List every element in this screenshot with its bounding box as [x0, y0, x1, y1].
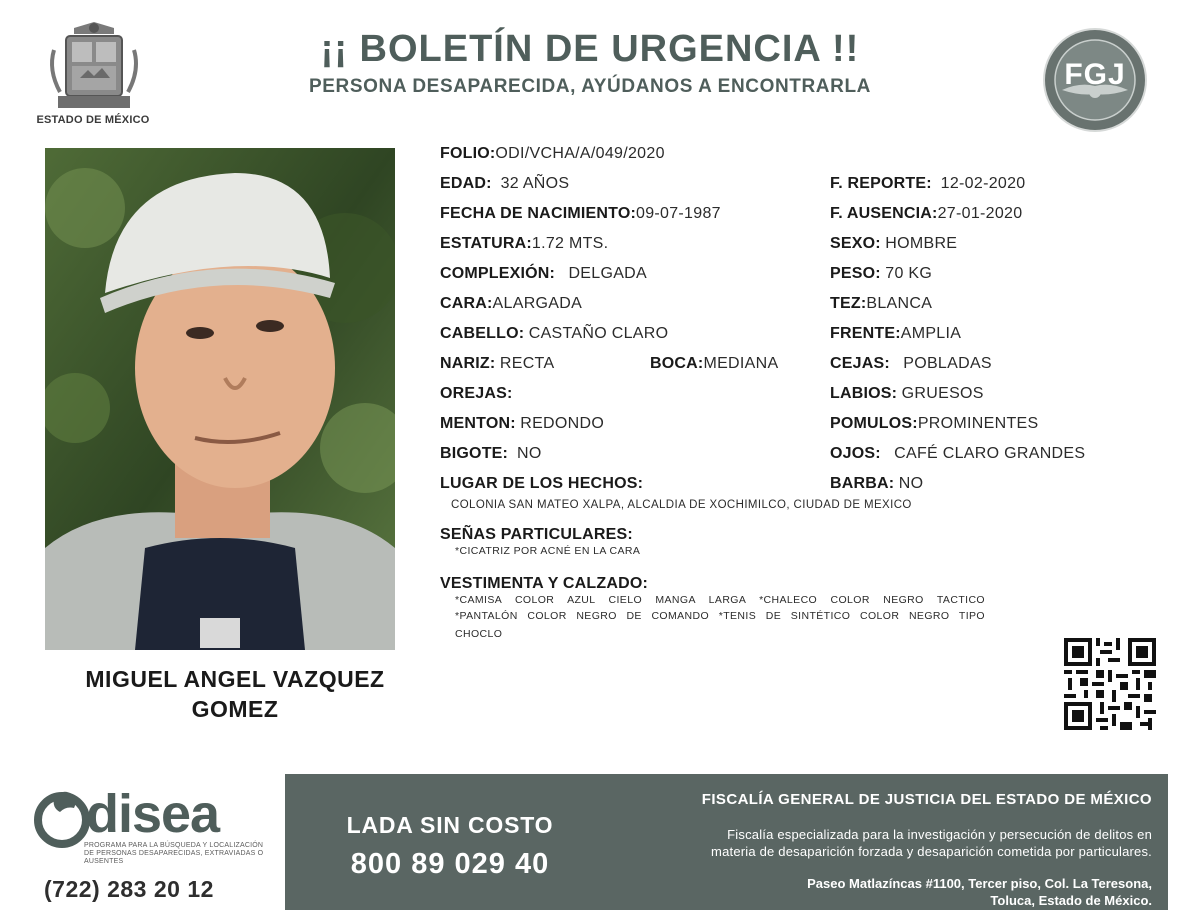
- field-nariz: NARIZ: RECTA: [440, 355, 555, 372]
- fiscalia-address-line2: Toluca, Estado de México.: [990, 893, 1152, 908]
- odisea-logo-text: disea: [86, 784, 220, 844]
- field-f-ausencia: F. AUSENCIA:27-01-2020: [830, 205, 1023, 222]
- field-vestimenta-line1: *CAMISA COLOR AZUL CIELO MANGA LARGA *CHALECO COLOR NEGRO TACTICO: [455, 594, 985, 606]
- field-menton: MENTON: REDONDO: [440, 415, 605, 432]
- field-ojos: OJOS: CAFÉ CLARO GRANDES: [830, 445, 1086, 462]
- missing-person-photo: [45, 148, 395, 650]
- field-frente: FRENTE:AMPLIA: [830, 325, 962, 342]
- field-vestimenta-line3: CHOCLO: [455, 628, 503, 640]
- lada-label: LADA SIN COSTO: [346, 812, 554, 838]
- lada-phone-number[interactable]: 800 89 029 40: [350, 848, 550, 880]
- fiscalia-description-line1: Fiscalía especializada para la investigación y persecución de delitos en: [727, 827, 1152, 842]
- field-boca: BOCA:MEDIANA: [650, 355, 779, 372]
- state-label: ESTADO DE MÉXICO: [36, 114, 150, 126]
- odisea-phone[interactable]: (722) 283 20 12: [44, 876, 214, 902]
- field-vestimenta-label: VESTIMENTA Y CALZADO:: [440, 575, 649, 592]
- field-fecha-nacimiento: FECHA DE NACIMIENTO:09-07-1987: [440, 205, 721, 222]
- bulletin-subtitle: PERSONA DESAPARECIDA, AYÚDANOS A ENCONTRARLA: [309, 76, 871, 97]
- field-tez: TEZ:BLANCA: [830, 295, 933, 312]
- field-senas-label: SEÑAS PARTICULARES:: [440, 526, 633, 543]
- field-lugar-value: COLONIA SAN MATEO XALPA, ALCALDIA DE XOCHIMILCO, CIUDAD DE MEXICO: [451, 499, 912, 511]
- fiscalia-address: [600, 875, 1152, 909]
- odisea-program-text: PROGRAMA PARA LA BÚSQUEDA Y LOCALIZACIÓN DE PERSONAS DESAPARECIDAS, EXTRAVIADAS O AUSENTES: [84, 842, 264, 865]
- fiscalia-title: FISCALÍA GENERAL DE JUSTICIA DEL ESTADO DE MÉXICO: [701, 791, 1152, 808]
- fiscalia-description-line2: materia de desaparición forzada y desaparición cometida por particulares.: [711, 844, 1152, 859]
- field-labios: LABIOS: GRUESOS: [830, 385, 984, 402]
- fgj-logo-text: FGJ: [1064, 58, 1126, 91]
- fiscalia-address-line1: Paseo Matlazíncas #1100, Tercer piso, Col. La Teresona,: [807, 876, 1152, 891]
- field-cara: CARA:ALARGADA: [440, 295, 583, 312]
- person-name-line2: GOMEZ: [191, 696, 279, 722]
- field-estatura: ESTATURA:1.72 MTS.: [440, 235, 609, 252]
- field-sexo: SEXO: HOMBRE: [830, 235, 958, 252]
- field-bigote: BIGOTE: NO: [440, 445, 542, 462]
- field-edad: EDAD: 32 AÑOS: [440, 175, 570, 192]
- field-complexion: COMPLEXIÓN: DELGADA: [440, 265, 648, 282]
- person-name: [40, 664, 430, 724]
- state-coat-of-arms-icon: [44, 20, 144, 115]
- field-f-reporte: F. REPORTE: 12-02-2020: [830, 175, 1026, 192]
- field-cabello: CABELLO: CASTAÑO CLARO: [440, 325, 669, 342]
- qr-code-icon[interactable]: [1064, 638, 1156, 730]
- field-cejas: CEJAS: POBLADAS: [830, 355, 992, 372]
- fiscalia-description: [600, 826, 1152, 860]
- field-orejas: OREJAS:: [440, 385, 513, 402]
- bulletin-title: ¡¡ BOLETÍN DE URGENCIA !!: [320, 28, 860, 70]
- field-lugar-label: LUGAR DE LOS HECHOS:: [440, 475, 644, 492]
- field-peso: PESO: 70 KG: [830, 265, 933, 282]
- field-folio: FOLIO:ODI/VCHA/A/049/2020: [440, 145, 665, 162]
- field-pomulos: POMULOS:PROMINENTES: [830, 415, 1039, 432]
- field-vestimenta-line2: *PANTALÓN COLOR NEGRO DE COMANDO *TENIS DE SINTÉTICO COLOR NEGRO TIPO: [455, 610, 985, 622]
- field-senas-value: *CICATRIZ POR ACNÉ EN LA CARA: [455, 545, 641, 557]
- person-name-line1: MIGUEL ANGEL VAZQUEZ: [85, 666, 385, 692]
- field-barba: BARBA: NO: [830, 475, 924, 492]
